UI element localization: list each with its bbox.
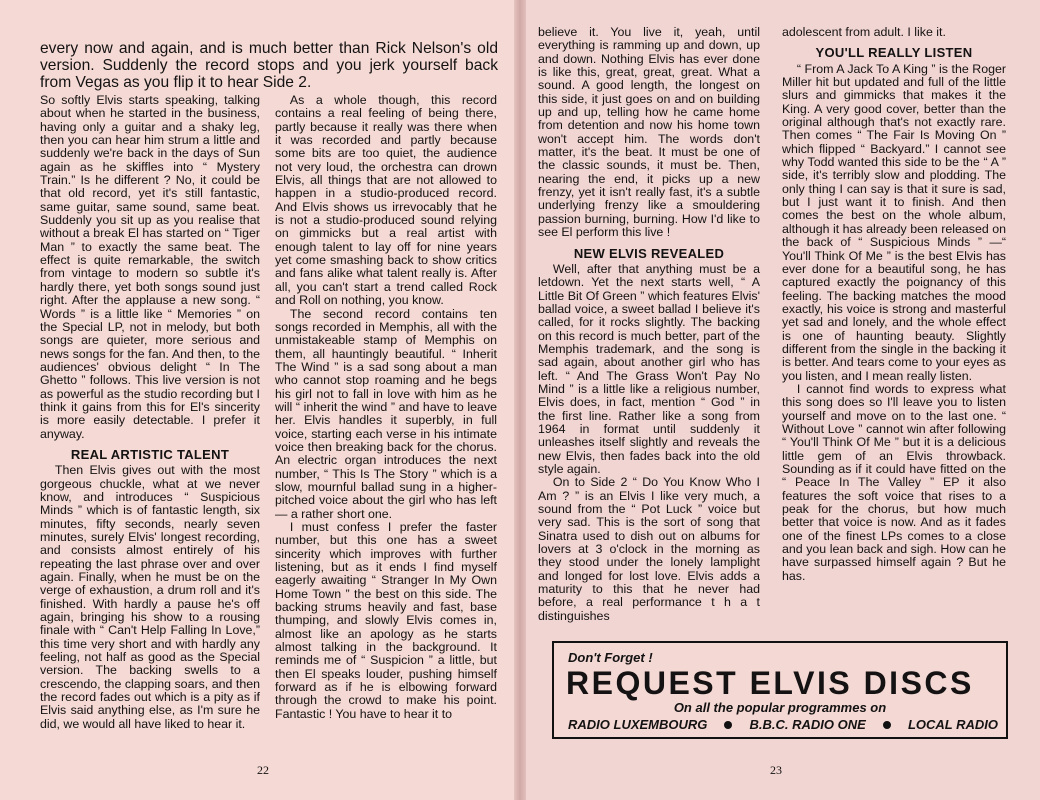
column-3 — [538, 26, 760, 623]
ad-dont-forget: Don't Forget ! — [568, 650, 653, 665]
station-bbc-radio-one: B.B.C. RADIO ONE — [749, 717, 866, 732]
subheading-new-elvis-revealed: NEW ELVIS REVEALED — [573, 245, 725, 261]
page-number-left: 22 — [257, 763, 269, 777]
column-2-paragraph-2: The second record contains ten songs recorded in Memphis, all with the unmistakeable stamp of Memphis on them, all hauntingly beautiful. “ Inherit The Wind ” is a sad song about a man who cannot stop roaming and he begs his girl not to fall in love with him as he will “ inherit the wind ” and have to leave her. Elvis handles it superbly, in full voice, starting each verse in his intimate voice then breaking back for the chorus. An electric organ introduces the next number, “ This Is The Story ” which is a slow, mournful ballad sung in a higher-pitched voice about the girl who has left— a rather short one. — [275, 306, 497, 521]
bullet-dot-icon — [883, 721, 891, 729]
subheading-youll-really-listen: YOU'LL REALLY LISTEN — [815, 45, 973, 61]
ad-subline: On all the popular programmes on — [673, 700, 887, 715]
column-3-paragraph-3: On to Side 2 “ Do You Know Who I Am ? ” is an Elvis I like very much, a sound from the “ Pot Luck ” voice but very sad. This is the sort of song that Sinatra used to dish out on albums for lovers at 3 o'clock in the morning as they stood under the lonely lamplight and longed for lost love. Elvis adds a maturity to this that he never had before, a real performance t h a t distinguishes — [538, 475, 760, 623]
column-2 — [275, 94, 497, 721]
column-4 — [782, 26, 1006, 583]
column-1 — [40, 94, 260, 731]
page-gutter — [514, 0, 526, 800]
page-number-right: 23 — [770, 763, 782, 777]
request-elvis-discs-ad — [552, 641, 1008, 739]
station-radio-luxembourg: RADIO LUXEMBOURG — [568, 717, 708, 732]
subheading-real-artistic-talent: REAL ARTISTIC TALENT — [70, 446, 230, 462]
column-3-paragraph-1: believe it. You live it, yeah, until everything is ramming up and down, up and down. Nothing Elvis has ever done is like this, great, great, great. What a sound. A good length, the longest on this side, it just goes on and on building up and up, telling how he came home from detention and now his home town won't accept him. The words don't matter, it's the beat. It must be one of the classic sounds, it must be. Then, nearing the end, it picks up a new frenzy, yet it isn't really fast, it's a subtle underlying frenzy like a smouldering passion burning, burning. How I'd like to see El perform this live ! — [538, 25, 760, 240]
column-1-paragraph-2: Then Elvis gives out with the most gorgeous chuckle, what at we never know, and introduces “ Suspicious Minds ” which is of fantastic length, six minutes, fifty seconds, nearly seven minutes, surely Elvis' longest recording, and consists almost entirely of his repeating the last phrase over and over again. Finally, when he must be on the verge of exhaustion, a drum roll and it's finished. With hardly a pause he's off again, bringing his show to a rousing finale with “ Can't Help Falling In Love,” this time very short and with hardly any feeling, not half as good as the Special version. The backing swells to a crescendo, the clapping soars, and then the record fades out which is a pity as if Elvis said anything else, as I'm sure he did, we would all have liked to hear it. — [40, 463, 260, 731]
station-local-radio: LOCAL RADIO — [907, 717, 998, 732]
intro-paragraph: every now and again, and is much better than Rick Nelson's old version. Suddenly the record stops and you jerk yourself back from Vegas as you flip it to hear Side 2. — [40, 40, 498, 91]
column-4-paragraph-2: “ From A Jack To A King ” is the Roger Miller hit but updated and full of the little slurs and gimmicks that makes it the King. A very good cover, better than the original although that's not exactly rare. Then comes “ The Fair Is Moving On ” which flipped “ Backyard.” I cannot see why Todd wanted this side to be the “ A ” side, it's terribly slow and plodding. The only thing I can say is that it sure is sad, but I just want it to finish. And then comes the best on the whole album, although it has already been released on the back of “ Suspicious Minds ” —“ You'll Think Of Me ” is the best Elvis has ever done for a beautiful song, he has captured exactly the poignancy of this feeling. The backing matches the mood exactly, his voice is strong and masterful yet sad and lonely, and the whole effect is one of haunting beauty. Slightly different from the single in the backing it is better. And tears come to your eyes as you listen, and I mean really listen. — [782, 61, 1006, 383]
column-3-paragraph-2: Well, after that anything must be a letdown. Yet the next starts well, “ A Little Bit Of Green ” which features Elvis' ballad voice, a sweet ballad I believe it's called, for it rocks slightly. The backing on this record is much better, part of the Memphis trademark, and the song is sad again, about another girl who has left. “ And The Grass Won't Pay No Mind ” is a little like a religious number, Elvis does, in fact, mention “ God ” in the first line. Rather like a song from 1964 in format until suddenly it unleashes itself slightly and reveals the new Elvis, then fades back into the old style again. — [538, 261, 760, 476]
bullet-dot-icon — [724, 721, 732, 729]
column-2-paragraph-3: I must confess I prefer the faster number, but this one has a sweet sincerity which improves with further listening, but as it ends I find myself eagerly awaiting “ Stranger In My Own Home Town ” the best on this side. The backing strums heavily and fast, base thumping, and slowly Elvis comes in, almost like an apology as he starts almost talking in the background. It reminds me of “ Suspicion ” a little, but then El speaks louder, pushing himself forward as if he is elbowing forward through the crowd to make his point. Fantastic ! You have to hear it to — [275, 520, 497, 721]
column-2-paragraph-1: As a whole though, this record contains a real feeling of being there, partly because it really was there when it was recorded and partly because some bits are too quiet, the audience not very loud, the orchestra can drown Elvis, all things that are not allowed to happen in a studio-produced record. And Elvis shows us irrevocably that he is not a studio-produced sound relying on gimmicks but a real artist with enough talent to lay off for nine years yet come smashing back to show critics and fans alike what talent really is. After all, you can't start a trend called Rock and Roll on nothing, you know. — [275, 93, 497, 308]
column-4-paragraph-3: I cannot find words to express what this song does so I'll leave you to listen yourself and move on to the last one. “ Without Love ” cannot win after following “ You'll Think Of Me ” but it is a delicious little gem of an Elvis throwback. Sounding as if it could have fitted on the “ Peace In The Valley ” EP it also features the soft voice that rises to a peak for the chorus, but how much better that voice is now. And as it fades one of the finest LPs comes to a close and you lean back and sigh. How can he have surpassed himself again ? But he has. — [782, 381, 1006, 583]
column-4-paragraph-1: adolescent from adult. I like it. — [782, 25, 946, 39]
ad-headline: REQUEST ELVIS DISCS — [566, 665, 974, 701]
ad-stations — [568, 717, 998, 732]
column-1-paragraph: So softly Elvis starts speaking, talking about when he started in the business, having only a guitar and a shaky leg, then you can hear him strum a little and suddenly we're back in the days of Sun again as he skiffles into “ Mystery Train.” Is he different ? No, it could be that old record, yet it's still fantastic, same guitar, same sound, same beat. Suddenly you sit up as you realise that without a break El has started on “ Tiger Man ” to exactly the same beat. The effect is quite remarkable, the switch from vintage to modern so subtle it's hardly there, yet both songs sound just right. After the applause a new song. “ Words ” is a little like “ Memories ” on the Special LP, not in melody, but both songs are quieter, more serious and news songs for the fan. And then, to the audiences' obvious delight “ In The Ghetto ” follows. This live version is not as powerful as the studio recording but I think it gains from this for El's sincerity is more easily detectable. I prefer it anyway. — [40, 93, 260, 441]
